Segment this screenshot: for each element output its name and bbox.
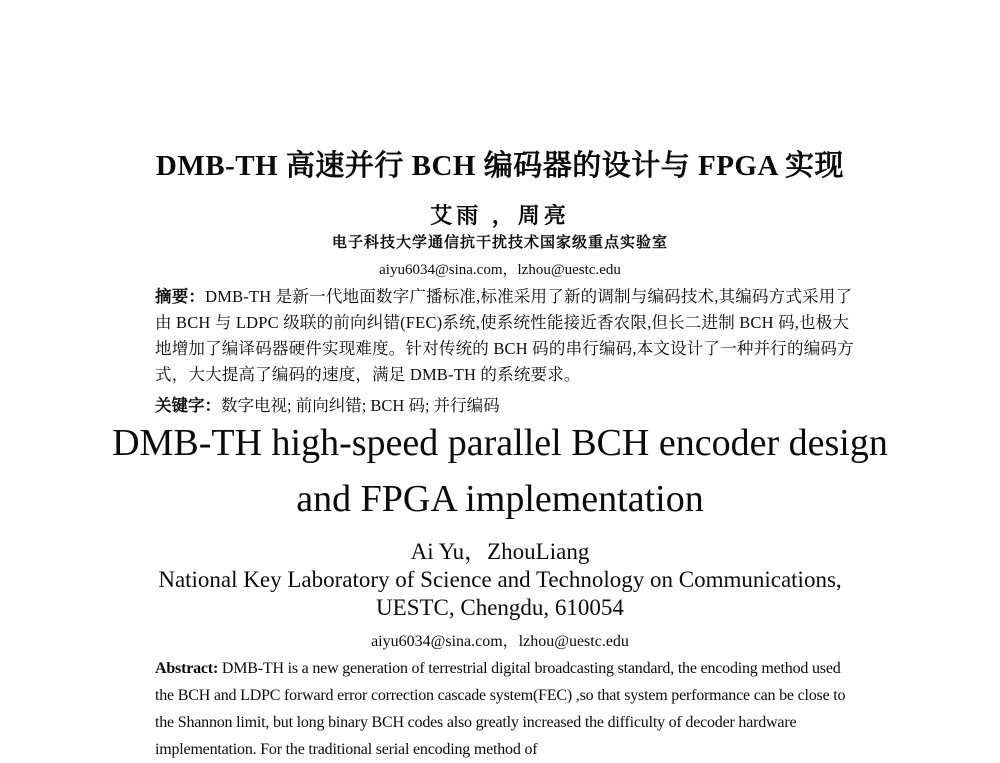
english-affiliation-line-1: National Key Laboratory of Science and Technology on Communications, [158,567,842,592]
english-affiliation-line-2: UESTC, Chengdu, 610054 [376,595,624,620]
english-emails: aiyu6034@sina.com，lzhou@uestc.edu [371,633,629,650]
english-authors: Ai Yu，ZhouLiang [410,539,590,564]
english-abstract [155,655,855,763]
chinese-keywords-text: 数字电视; 前向纠错; BCH 码; 并行编码 [221,396,500,415]
chinese-keywords [155,392,500,416]
chinese-abstract-text: DMB-TH 是新一代地面数字广播标准,标准采用了新的调制与编码技术,其编码方式采用了由 BCH 与 LDPC 级联的前向纠错(FEC)系统,使系统性能接近香农限,但长二进制 BCH 码,也极大地增加了编译码器硬件实现难度。针对传统的 BCH 码的串行编码,本文设计了一种并行的编码方式，大大提高了编码的速度，满足 DMB-TH 的系统要求。 [155,287,854,384]
chinese-authors: 艾雨 ，周亮 [430,203,570,228]
chinese-emails: aiyu6034@sina.com，lzhou@uestc.edu [379,262,621,278]
english-title-line-1: DMB-TH high-speed parallel BCH encoder design [112,422,888,464]
chinese-keywords-label: 关键字： [155,396,221,415]
english-abstract-label: Abstract: [155,660,219,677]
chinese-abstract [155,284,855,388]
chinese-abstract-label: 摘要： [155,287,206,306]
chinese-affiliation: 电子科技大学通信抗干扰技术国家级重点实验室 [331,235,668,251]
english-title-line-2: and FPGA implementation [296,478,704,520]
english-abstract-text: DMB-TH is a new generation of terrestrial digital broadcasting standard, the encoding method used the BCH and LDPC forward error correction cascade system(FEC) ,so that system performance can be close to the Shannon limit, but long binary BCH codes also greatly increased the difficulty of decoder hardware implementation. For the traditional serial encoding method of [155,660,846,758]
chinese-title: DMB-TH 高速并行 BCH 编码器的设计与 FPGA 实现 [155,150,845,182]
